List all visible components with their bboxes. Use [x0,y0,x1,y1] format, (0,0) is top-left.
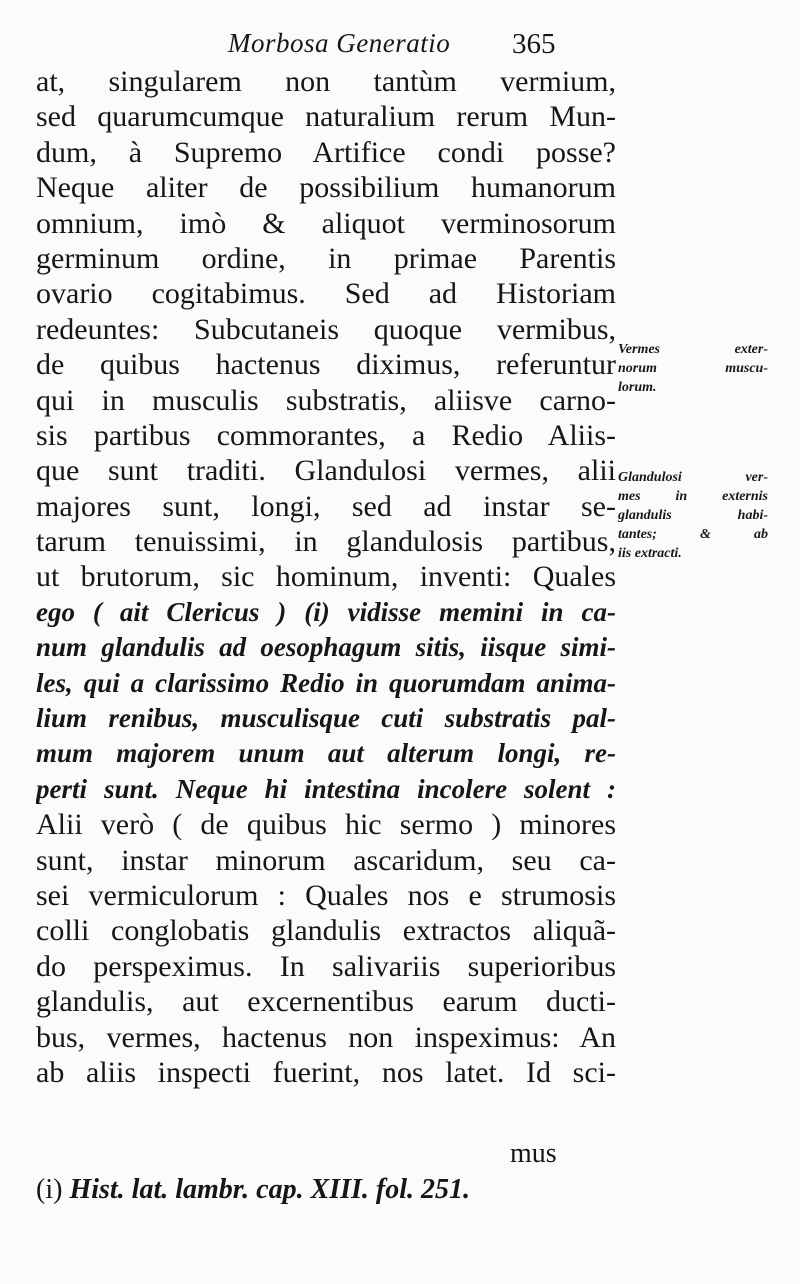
margin-note-line: Vermes exter- [618,342,768,357]
text-line: ovario cogitabimus. Sed ad Historiam [36,277,616,311]
text-line: at, singularem non tantùm vermium, [36,65,616,98]
margin-note-vermes-externorum [618,340,768,397]
margin-note-line: mes in externis [618,489,768,504]
text-line: ut brutorum, sic hominum, inventi: Quales [36,560,616,594]
text-line: tarum tenuissimi, in glandulosis partibus, [36,525,616,559]
text-line: glandulis, aut excernentibus earum ducti- [36,985,616,1019]
text-line: qui in musculis substratis, aliisve carno- [36,383,616,417]
text-line: majores sunt, longi, sed ad instar se- [36,489,616,523]
text-line: sei vermiculorum : Quales nos e strumosis [36,878,616,912]
text-line: ego ( ait Clericus ) (i) vidisse memini in ca- [36,596,616,627]
margin-note-line: lorum. [618,380,657,395]
text-line: bus, vermes, hactenus non inspeximus: An [36,1020,616,1054]
text-line: sunt, instar minorum ascaridum, seu ca- [36,843,616,877]
margin-note-line: norum muscu- [618,361,768,376]
footnote-mark: (i) [36,1174,63,1205]
text-line: lium renibus, musculisque cuti substratis pal- [36,703,616,734]
text-line: colli conglobatis glandulis extractos aliquã- [36,914,616,948]
text-line: perti sunt. Neque hi intestina incolere solent : [36,773,616,804]
text-line: germinum ordine, in primae Parentis [36,241,616,275]
text-line: que sunt traditi. Glandulosi vermes, alii [36,454,616,488]
text-line: do perspeximus. In salivariis superioribus [36,949,616,983]
margin-note-line: tantes; & ab [618,527,768,542]
catchword: mus [510,1138,557,1169]
text-line: sed quarumcumque naturalium rerum Mun- [36,100,616,134]
margin-note-line: glandulis habi- [618,508,768,523]
running-title: Morbosa Generatio [228,28,451,58]
text-line: Alii verò ( de quibus hic sermo ) minores [36,808,616,842]
margin-note-glandulosi-vermes [618,468,768,563]
text-line: mum majorem unum aut alterum longi, re- [36,738,616,769]
text-line: redeuntes: Subcutaneis quoque vermibus, [36,312,616,346]
text-line: Neque aliter de possibilium humanorum [36,171,616,205]
margin-note-line: iis extracti. [618,546,682,561]
footnote-text: Hist. lat. lambr. cap. XIII. fol. 251. [69,1174,471,1205]
text-line: num glandulis ad oesophagum sitis, iisque simi- [36,632,616,663]
text-line: sis partibus commorantes, a Redio Aliis- [36,418,616,452]
text-line: dum, à Supremo Artifice condi posse? [36,135,616,169]
text-line: les, qui a clarissimo Redio in quorumdam anima- [36,667,616,698]
text-line: de quibus hactenus diximus, referuntur [36,348,616,382]
margin-note-line: Glandulosi ver- [618,470,768,485]
footnote [36,1174,470,1206]
body-text [36,64,616,1090]
text-line: omnium, imò & aliquot verminosorum [36,206,616,240]
page-number: 365 [512,28,556,60]
text-line: ab aliis inspecti fuerint, nos latet. Id sci- [36,1055,616,1089]
